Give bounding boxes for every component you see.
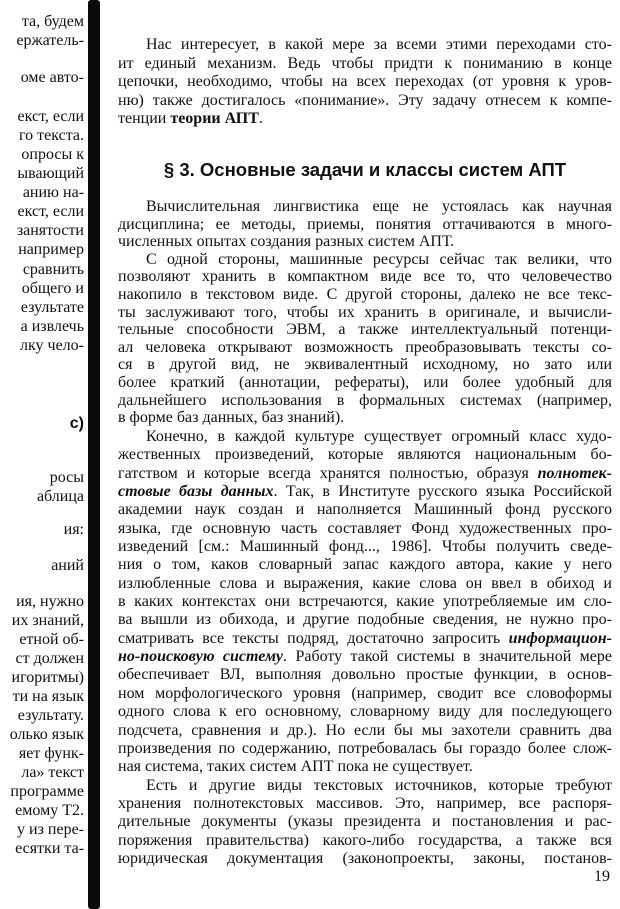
left-column-line: программе bbox=[10, 783, 84, 800]
text-line bbox=[118, 630, 612, 648]
left-column-line: а извлечь bbox=[20, 318, 84, 335]
left-column-line: c) bbox=[69, 415, 84, 432]
text-line bbox=[118, 611, 612, 629]
text-line bbox=[118, 758, 612, 776]
text-line bbox=[118, 110, 612, 129]
text-line bbox=[118, 685, 612, 703]
text-segment: изведений [см.: Машинный фонд..., 1986]. Чтобы получить сведе- bbox=[118, 538, 612, 556]
text-segment: Конечно, в каждой культуре существует огромный класс худо- bbox=[146, 428, 612, 445]
text-segment: Нас интересует, в какой мере за всеми этими переходами сто- bbox=[146, 36, 612, 53]
text-segment: ню) также достигалось «понимание». Эту задачу отнесем к компе- bbox=[118, 91, 612, 109]
text-line bbox=[118, 575, 612, 593]
text-segment: . Работу такой системы в значительной мере bbox=[283, 648, 612, 666]
text-segment: дисциплина; ее методы, приемы, понятия оттачиваются в много- bbox=[118, 215, 612, 233]
emphasized-term: полнотек- bbox=[537, 464, 612, 482]
left-column-line: сравнить bbox=[22, 261, 84, 278]
left-column-line: есятки та- bbox=[15, 840, 84, 857]
left-column-line: та, будем bbox=[21, 13, 84, 30]
left-column-line: аблица bbox=[36, 488, 84, 505]
text-line bbox=[118, 73, 612, 92]
left-column-line: ия, нужно bbox=[16, 593, 84, 610]
text-segment: подсчета, сравнения и др.). Но если бы мы захотели сравнить два bbox=[118, 721, 612, 739]
text-segment: дительные документы (указы президента и постановления и рас- bbox=[118, 813, 612, 831]
left-column-line: олько язык bbox=[9, 726, 84, 743]
left-column-line: у из пере- bbox=[17, 821, 84, 838]
text-line bbox=[118, 520, 612, 538]
left-column-line: общего и bbox=[21, 280, 84, 297]
text-segment: ва вышли из обихода, и другие подобные сведения, не нужно про- bbox=[118, 611, 612, 629]
text-line bbox=[118, 409, 612, 427]
text-segment: в каких контекстах они встречаются, какие употребляемые им сло- bbox=[118, 593, 612, 611]
text-line bbox=[118, 666, 612, 684]
text-segment: ном морфологического уровня (например, сводит все словоформы bbox=[118, 684, 612, 702]
text-segment: произведения по содержанию, потребовалась бы гораздо более слож- bbox=[118, 739, 612, 757]
text-segment: позволяют хранить в компактном виде все то, что человечество bbox=[118, 268, 612, 286]
text-line bbox=[118, 392, 612, 410]
paragraph-intro bbox=[118, 36, 612, 129]
text-segment: обеспечивает ВЛ, выполняя довольно простые функции, в основ- bbox=[118, 666, 612, 684]
text-segment: в форме баз данных, баз знаний). bbox=[118, 409, 345, 427]
left-column-line: росы bbox=[49, 469, 84, 486]
text-line bbox=[118, 216, 612, 234]
left-column-line: их знаний, bbox=[11, 612, 84, 629]
text-segment: Вычислительная лингвистика еще не устоялась как научная bbox=[146, 198, 612, 215]
text-line bbox=[118, 233, 612, 251]
text-line bbox=[118, 483, 612, 501]
section-heading: § 3. Основные задачи и классы систем АПТ bbox=[163, 159, 567, 180]
left-column-line: анию на- bbox=[22, 184, 84, 201]
left-column-line: емому Т2. bbox=[15, 802, 84, 819]
left-column-line: например bbox=[18, 241, 84, 258]
text-segment: ния о том, каков словарный запас каждого автора, какие у него bbox=[118, 556, 612, 574]
text-line bbox=[118, 722, 612, 740]
emphasized-term: но-поисковую систему bbox=[118, 648, 284, 666]
text-segment: излюбленные слова и выражения, какие слова он ввел в обиход и bbox=[118, 574, 612, 592]
text-line bbox=[118, 501, 612, 519]
text-segment: Есть и другие виды текстовых источников, которые требуют bbox=[146, 776, 612, 794]
left-column-line: игоритмы) bbox=[11, 669, 84, 686]
text-line bbox=[118, 321, 612, 339]
text-line bbox=[118, 268, 612, 286]
text-line bbox=[118, 374, 612, 392]
text-line bbox=[118, 356, 612, 374]
emphasized-term: теории АПТ bbox=[170, 110, 259, 127]
text-line bbox=[118, 446, 612, 464]
text-segment: более краткий (аннотации, рефераты), или более удобный для bbox=[118, 373, 612, 391]
text-line bbox=[118, 813, 612, 831]
text-segment: одного слова к его основному, словарному виду для последующего bbox=[118, 703, 612, 721]
text-line bbox=[118, 304, 612, 322]
text-segment: хранения полнотекстовых массивов. Это, например, все распоря- bbox=[118, 794, 612, 812]
text-segment: тенции bbox=[118, 110, 171, 127]
text-line bbox=[118, 198, 612, 216]
left-column-line: езультате bbox=[20, 299, 84, 316]
previous-page-column bbox=[0, 0, 84, 909]
text-segment: ал человека открывают возможность преобразовывать тексты со- bbox=[118, 338, 612, 356]
text-segment: юридическая документация (законопроекты, законы, постанов- bbox=[118, 849, 612, 867]
text-segment: поряжения правительства) какого-либо государства, а также вся bbox=[118, 831, 612, 849]
text-segment: ся в другой вид, не эквивалентный исходному, но зато или bbox=[118, 356, 612, 374]
paragraph-section-body bbox=[118, 198, 612, 427]
text-line bbox=[118, 465, 612, 483]
text-line bbox=[118, 339, 612, 357]
text-line bbox=[118, 251, 612, 269]
text-segment: ты заслуживают того, чтобы их хранить в оригинале, и вычисли- bbox=[118, 303, 612, 321]
text-line bbox=[118, 850, 612, 868]
page-number: 19 bbox=[594, 868, 610, 885]
text-segment: жественных произведений, которые являются национальным бо- bbox=[118, 446, 612, 464]
emphasized-term: стовые базы данных bbox=[118, 483, 274, 501]
left-column-line: екст, если bbox=[17, 203, 84, 220]
left-column-line: занятости bbox=[16, 222, 84, 239]
text-line bbox=[118, 703, 612, 721]
text-line bbox=[118, 648, 612, 666]
text-line bbox=[118, 777, 612, 795]
paragraph-fulltext-databases bbox=[118, 428, 612, 868]
text-segment: . Так, в Институте русского языка Российской bbox=[273, 483, 612, 501]
left-column-line: екст, если bbox=[17, 108, 84, 125]
text-line bbox=[118, 55, 612, 74]
left-column-line: ти на язык bbox=[12, 688, 84, 705]
text-segment: гатством и которые всегда хранятся полностью, образуя bbox=[118, 464, 538, 482]
left-column-line: лку чело- bbox=[20, 337, 84, 354]
text-line bbox=[118, 428, 612, 446]
text-line bbox=[118, 286, 612, 304]
left-column-line: ла» текст bbox=[21, 764, 84, 781]
text-line bbox=[118, 92, 612, 111]
text-line bbox=[118, 593, 612, 611]
text-line bbox=[118, 556, 612, 574]
text-segment: сматривать все тексты подряд, достаточно запросить bbox=[118, 629, 509, 647]
text-line bbox=[118, 832, 612, 850]
left-column-line: оме авто- bbox=[20, 69, 84, 86]
text-segment: языка, где основную часть составляет Фонд художественных про- bbox=[118, 519, 612, 537]
text-segment: С одной стороны, машинные ресурсы сейчас так велики, что bbox=[146, 250, 612, 268]
text-segment: академии наук создан и наполняется Машинный фонд русского bbox=[118, 501, 612, 519]
left-column-line: езультату. bbox=[17, 707, 84, 724]
text-segment: накопило в текстовом виде. С другой стороны, далеко не все текс- bbox=[118, 285, 612, 303]
left-column-line: ст должен bbox=[15, 650, 84, 667]
left-column-line: го текста. bbox=[18, 127, 84, 144]
text-segment: цепочки, необходимо, чтобы на всех переходах (от уровня к уров- bbox=[118, 73, 612, 90]
left-column-line: ия: bbox=[63, 521, 84, 538]
text-segment: тельные способности ЭВМ, а также интеллектуальный потенци- bbox=[118, 321, 612, 339]
emphasized-term: информацион- bbox=[508, 629, 612, 647]
text-segment: дальнейшего использования в формальных системах (например, bbox=[118, 391, 612, 409]
text-segment: ит единый механизм. Ведь чтобы придти к пониманию в конце bbox=[118, 54, 612, 72]
text-line bbox=[118, 795, 612, 813]
text-line bbox=[118, 538, 612, 556]
text-segment: численных опытах создания разных систем АПТ. bbox=[118, 233, 455, 251]
left-column-line: етной об- bbox=[19, 631, 84, 648]
left-column-line: яет функ- bbox=[18, 745, 84, 762]
text-segment: ная система, таких систем АПТ пока не существует. bbox=[118, 758, 473, 776]
book-spine-shadow bbox=[88, 0, 100, 909]
text-segment: . bbox=[258, 110, 263, 127]
left-column-line: опросы к bbox=[21, 146, 84, 163]
left-column-line: ержатель- bbox=[16, 32, 84, 49]
left-column-line: ывающий bbox=[17, 165, 84, 182]
text-line bbox=[118, 36, 612, 55]
left-column-line: аний bbox=[51, 557, 84, 574]
text-line bbox=[118, 740, 612, 758]
